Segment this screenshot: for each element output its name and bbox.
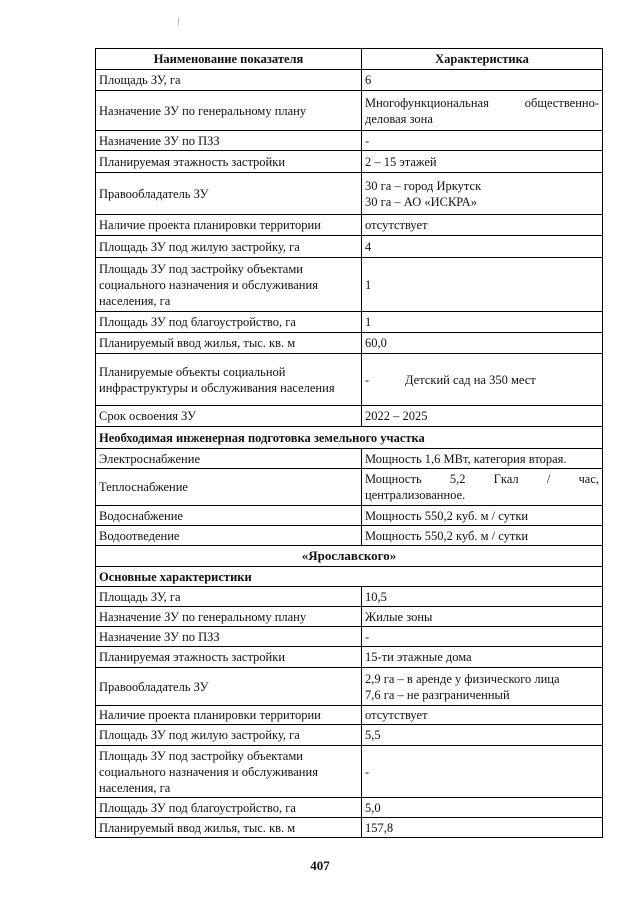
table-row [96,798,603,818]
table-row [96,668,603,706]
table-row [96,449,603,469]
row-value: 15-ти этажные дома [362,647,603,668]
row-name: Назначение ЗУ по генеральному плану [96,607,362,627]
row-value [362,91,603,131]
column-header-value: Характеристика [362,49,603,70]
table-row [96,818,603,838]
table-row [96,746,603,798]
row-name: Срок освоения ЗУ [96,406,362,427]
row-value: отсутствует [362,706,603,725]
row-value: - [362,627,603,647]
row-name: Назначение ЗУ по ПЗЗ [96,131,362,151]
value-text: Детский сад на 350 мест [405,372,536,387]
row-value: 2 – 15 этажей [362,151,603,173]
row-value: - [362,131,603,151]
value-line: 7,6 га – не разграниченный [365,687,510,702]
table-row [96,469,603,506]
value-line: 2,9 га – в аренде у физического лица [365,671,560,686]
row-name: Площадь ЗУ, га [96,70,362,91]
characteristics-table [95,48,603,838]
table-row [96,647,603,668]
row-name: Площадь ЗУ, га [96,587,362,607]
row-name: Площадь ЗУ под благоустройство, га [96,798,362,818]
section-row [96,427,603,449]
row-value: 1 [362,258,603,312]
table-row [96,333,603,354]
row-value: Мощность 1,6 МВт, категория вторая. [362,449,603,469]
value-line: Многофункциональная общественно- [365,95,599,110]
value-line: Мощность 5,2 Гкал / час, [365,472,599,486]
row-value: 5,0 [362,798,603,818]
row-value: 1 [362,312,603,333]
table-row [96,258,603,312]
row-value: 5,5 [362,725,603,746]
row-name: Наличие проекта планировки территории [96,215,362,236]
value-line: 30 га – АО «ИСКРА» [365,194,477,209]
row-name: Планируемый ввод жилья, тыс. кв. м [96,818,362,838]
row-name: Электроснабжение [96,449,362,469]
row-value: 10,5 [362,587,603,607]
row-value [362,668,603,706]
row-value: Жилые зоны [362,607,603,627]
table-row [96,354,603,406]
row-value: отсутствует [362,215,603,236]
row-name: Правообладатель ЗУ [96,668,362,706]
row-name: Площадь ЗУ под благоустройство, га [96,312,362,333]
table-row [96,131,603,151]
row-value: 157,8 [362,818,603,838]
table-row [96,173,603,215]
row-name: Наличие проекта планировки территории [96,706,362,725]
row-value: 60,0 [362,333,603,354]
table-row [96,151,603,173]
page-number: 407 [310,858,330,873]
row-name: Правообладатель ЗУ [96,173,362,215]
table-row [96,236,603,258]
row-value: 4 [362,236,603,258]
table-row [96,312,603,333]
table-row [96,215,603,236]
row-value: 6 [362,70,603,91]
row-value [362,173,603,215]
row-value: - [362,746,603,798]
section-heading-main: Основные характеристики [96,567,603,587]
row-name: Площадь ЗУ под жилую застройку, га [96,725,362,746]
value-dash: - [365,372,370,387]
table-row [96,587,603,607]
row-value: Мощность 550,2 куб. м / сутки [362,526,603,546]
table-row [96,506,603,526]
table-row [96,526,603,546]
row-value [362,469,603,506]
column-header-name: Наименование показателя [96,49,362,70]
row-name: Площадь ЗУ под жилую застройку, га [96,236,362,258]
table-header-row [96,49,603,70]
object-title-row [96,546,603,567]
row-name: Водоснабжение [96,506,362,526]
row-name: Планируемые объекты социальной инфраструктуры и обслуживания населения [96,354,362,406]
object-title: «Ярославского» [96,546,603,567]
value-line: деловая зона [365,111,433,126]
table-row [96,627,603,647]
scan-mark [178,18,179,25]
section-heading-engineering: Необходимая инженерная подготовка земельного участка [96,427,603,449]
row-value: Мощность 550,2 куб. м / сутки [362,506,603,526]
row-name: Планируемый ввод жилья, тыс. кв. м [96,333,362,354]
row-name: Планируемая этажность застройки [96,647,362,668]
table-row [96,607,603,627]
row-name: Планируемая этажность застройки [96,151,362,173]
row-name: Теплоснабжение [96,469,362,506]
row-name: Назначение ЗУ по ПЗЗ [96,627,362,647]
table-row [96,70,603,91]
row-name: Площадь ЗУ под застройку объектами социального назначения и обслуживания населения, га [96,746,362,798]
table-row [96,725,603,746]
table-row [96,706,603,725]
row-value [362,354,603,406]
section-row [96,567,603,587]
row-name: Площадь ЗУ под застройку объектами социального назначения и обслуживания населения, га [96,258,362,312]
row-name: Назначение ЗУ по генеральному плану [96,91,362,131]
table-row [96,406,603,427]
row-name: Водоотведение [96,526,362,546]
row-value: 2022 – 2025 [362,406,603,427]
value-line: централизованное. [365,488,466,502]
value-line: 30 га – город Иркутск [365,178,482,193]
table-row [96,91,603,131]
